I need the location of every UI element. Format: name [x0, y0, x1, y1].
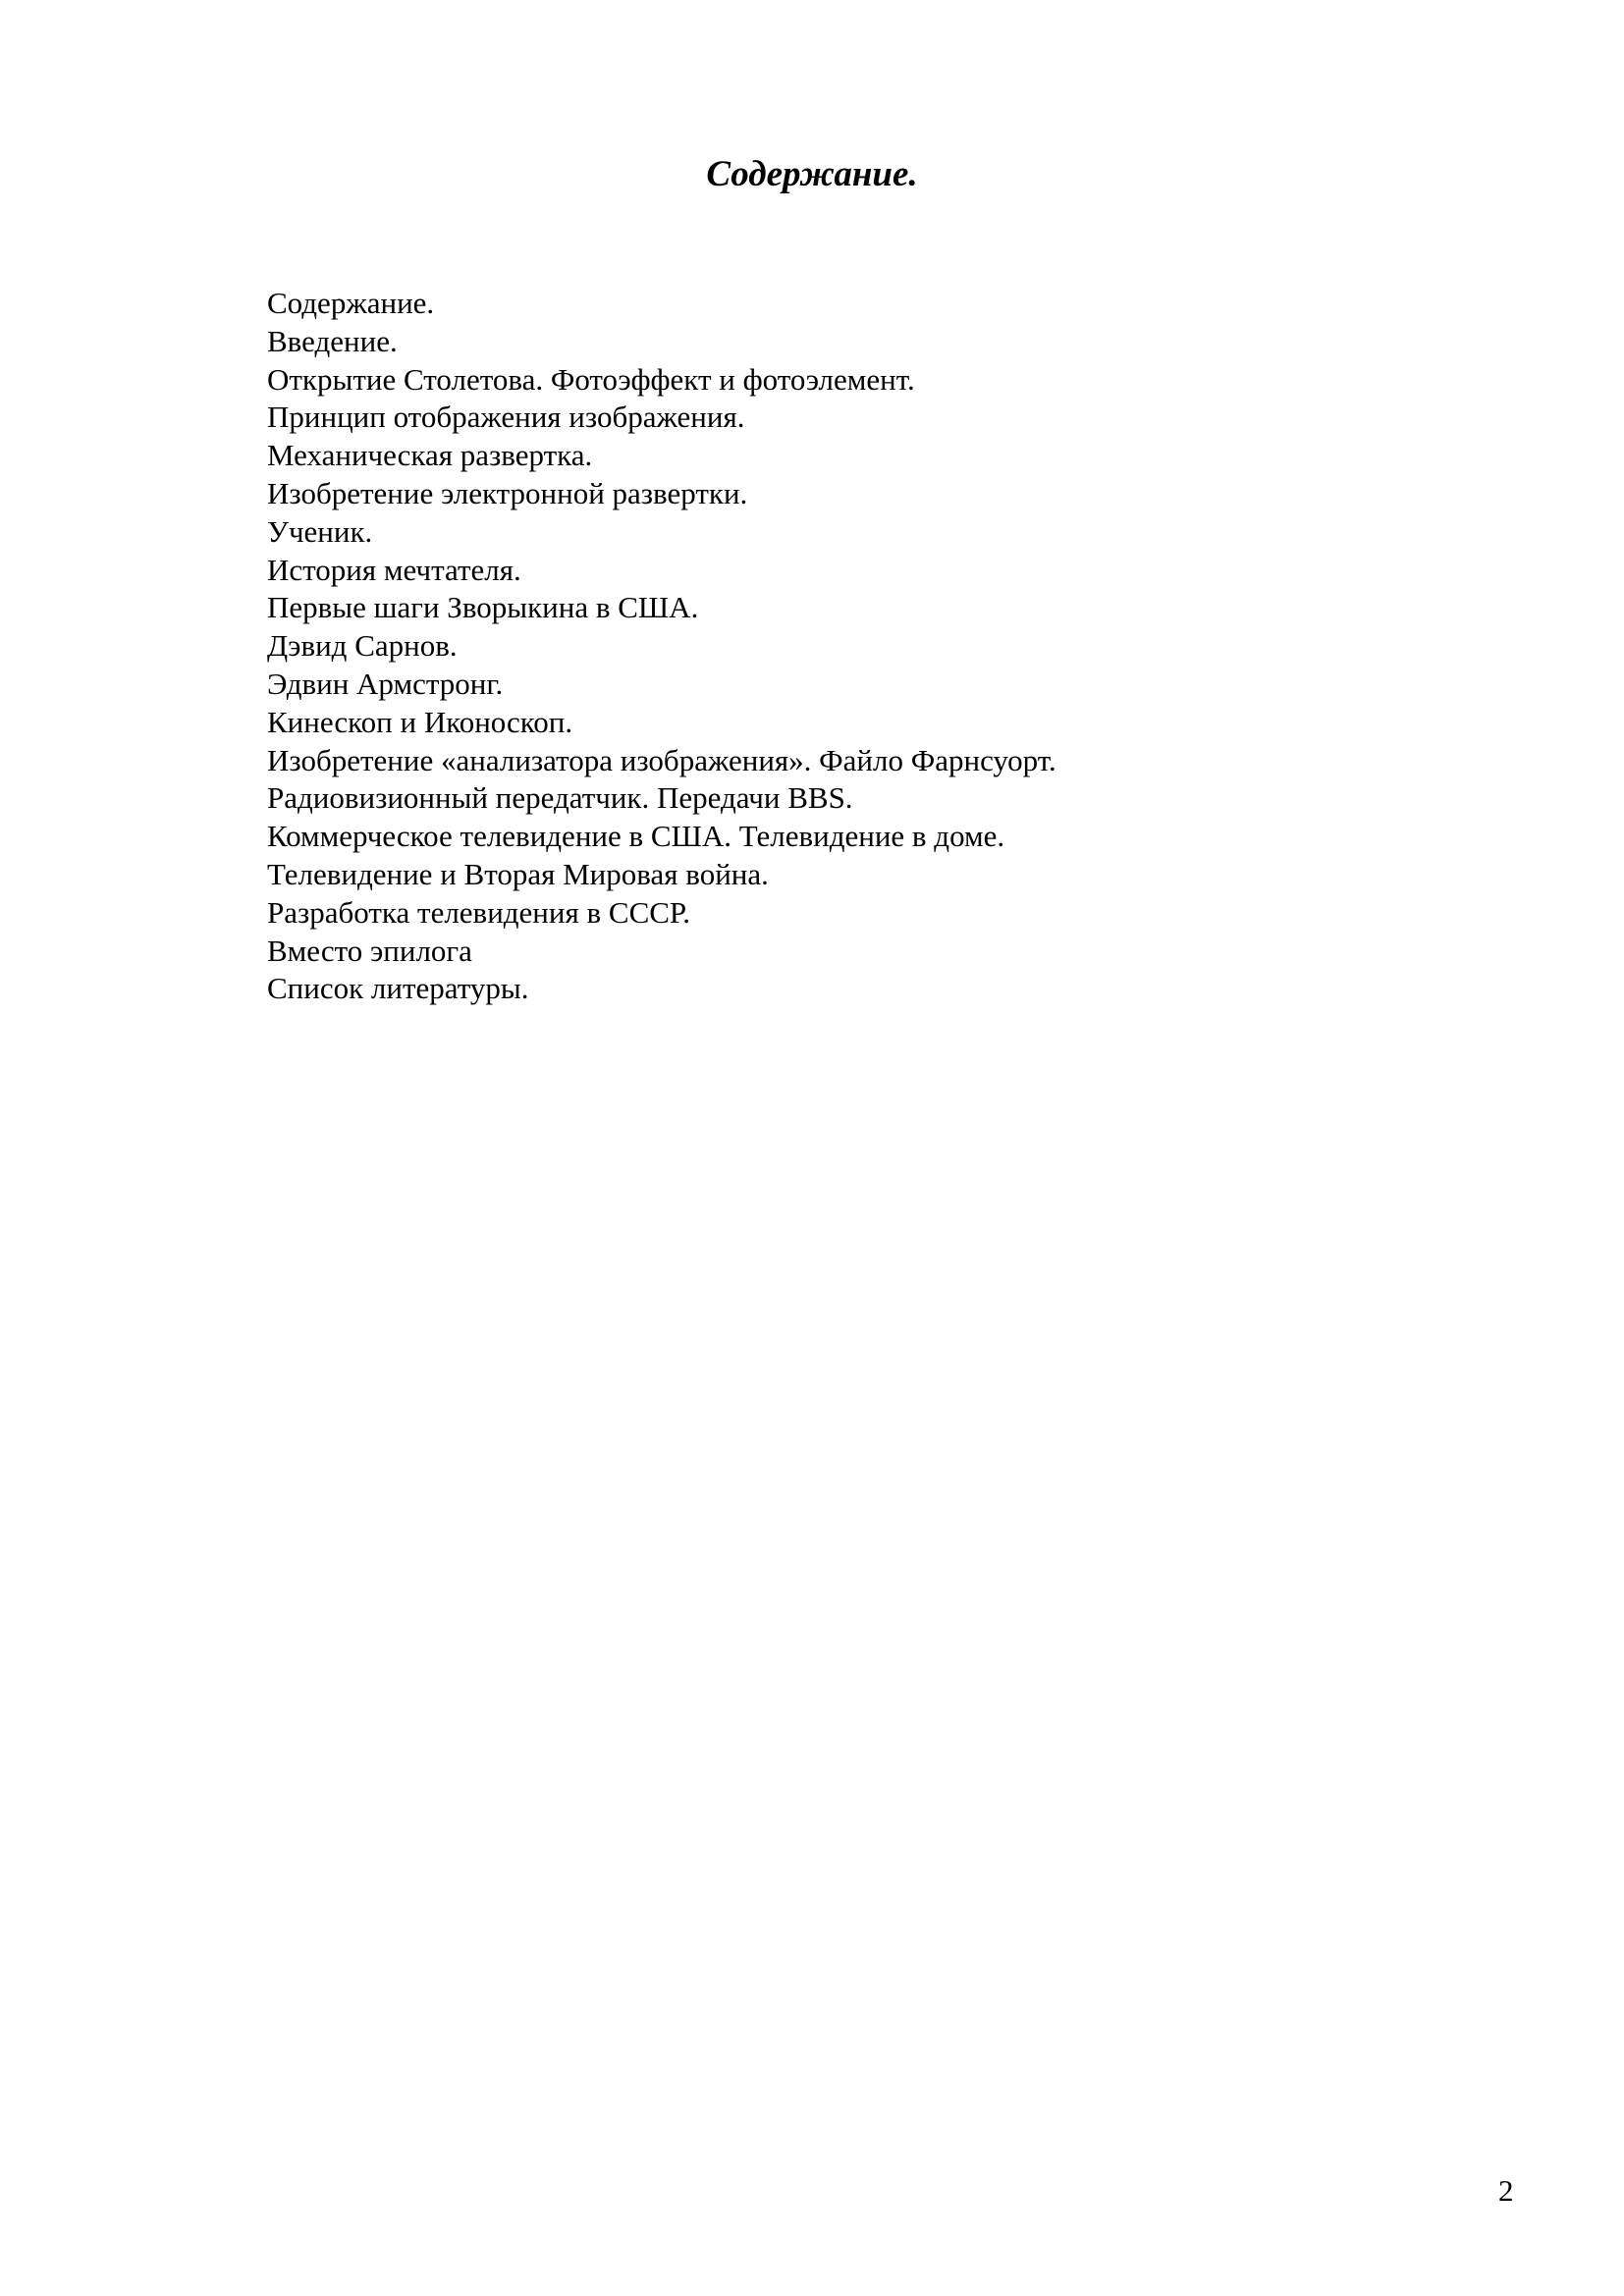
toc-item: Первые шаги Зворыкина в США. [267, 590, 699, 625]
toc-item: Радиовизионный передатчик. Передачи BBS. [267, 780, 853, 816]
toc-item: Эдвин Армстронг. [267, 666, 504, 701]
toc-item: Введение. [267, 323, 398, 358]
toc-item: Изобретение электронной развертки. [267, 475, 748, 510]
toc-item: Дэвид Сарнов. [267, 628, 458, 664]
toc-item: Открытие Столетова. Фотоэффект и фотоэлемент. [267, 361, 915, 397]
toc-item: Ученик. [267, 513, 373, 549]
toc-item: Вместо эпилога [267, 933, 472, 968]
toc-item: Разработка телевидения в СССР. [267, 894, 691, 930]
page-number: 2 [1498, 2173, 1514, 2208]
toc-item: Коммерческое телевидение в США. Телевидение в доме. [267, 819, 1005, 854]
toc-item: История мечтателя. [267, 552, 521, 587]
toc-item: Содержание. [267, 286, 435, 320]
table-of-contents [267, 285, 1056, 1008]
toc-item: Кинескоп и Иконоскоп. [267, 704, 573, 739]
toc-item: Телевидение и Вторая Мировая война. [267, 856, 769, 891]
toc-item: Механическая развертка. [267, 438, 593, 473]
toc-item: Принцип отображения изображения. [267, 400, 745, 435]
page-title: Содержание. [706, 154, 918, 194]
toc-item: Список литературы. [267, 971, 529, 1006]
toc-item: Изобретение «анализатора изображения». Файло Фарнсуорт. [267, 742, 1056, 777]
